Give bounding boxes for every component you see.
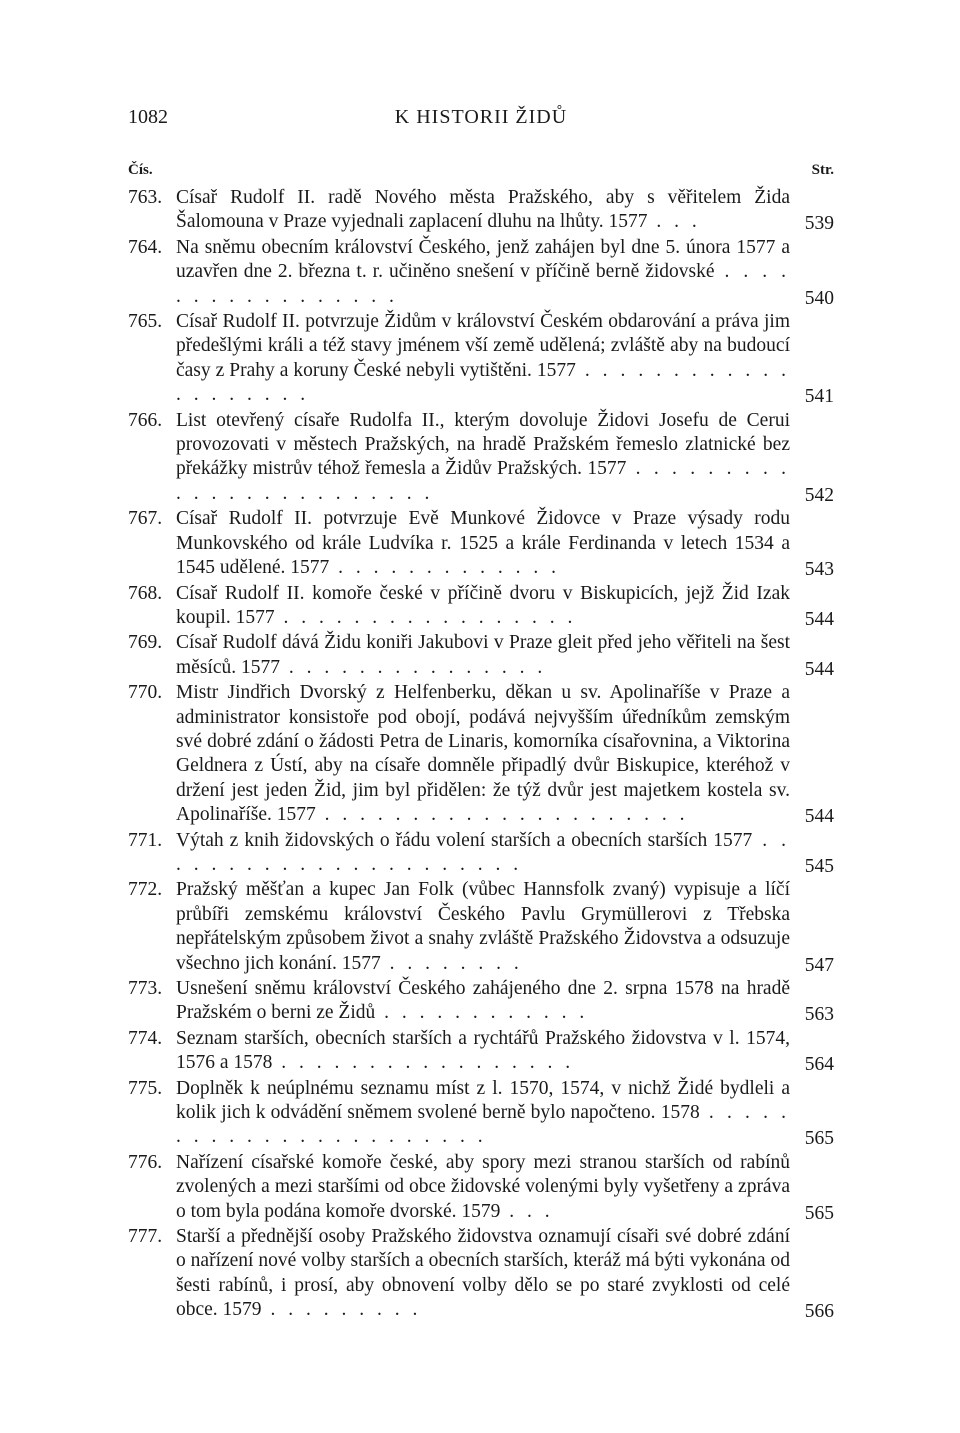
leader-dots: . . . . . . . . . . . . . . . . . xyxy=(274,606,577,628)
entry-number: 770. xyxy=(128,682,163,704)
leader-dots: . . . . . . . . . . . . . . . . . . . . xyxy=(176,359,790,406)
entry-number: 771. xyxy=(128,829,163,851)
entry-text: Seznam starších, obecních starších a rychtářů Pražského židovstva v l. 1574, 1576 a 1578 . . . . . . . . . . . . . . . . . xyxy=(176,1027,790,1074)
entry-text: Císař Rudolf II. komoře české v příčině dvoru v Biskupicích, jejž Žid Izak koupil. 1577 . . . . . . . . . . . . . . . . . xyxy=(176,582,790,628)
entry-page: 566 xyxy=(804,1301,834,1323)
entry-text: Nařízení císařské komoře české, aby spory mezi stranou starších od rabínů zvolených a mezi staršími od obce židovské volenými byly vyšetřeny a zpráva o tom byla podána komoře dvorské. 1579 . . . xyxy=(176,1151,790,1222)
list-item xyxy=(128,310,834,408)
list-item xyxy=(128,1027,834,1076)
leader-dots: . . . . . . . . . . . . . xyxy=(329,557,561,579)
column-headings xyxy=(128,162,834,182)
entry-number: 773. xyxy=(128,978,163,999)
column-heading-number: Čís. xyxy=(128,162,153,178)
leader-dots: . . . . . . . . . . . . . . . . . . . . . . . . xyxy=(176,458,791,504)
entry-number: 766. xyxy=(128,409,163,431)
list-item xyxy=(128,681,834,827)
entry-text: Císař Rudolf II. potvrzuje Židům v království Českém obdarování a práva jim předešlými králi a též stavy jménem vší země udělená; zvláště aby na budoucí časy z Prahy a koruny České nebyli vytištěni. 1577 . . . . . . . . . . . . . . . . . . . . xyxy=(176,311,790,406)
list-item xyxy=(128,1225,834,1323)
entry-number: 765. xyxy=(128,311,163,333)
entry-page: 565 xyxy=(804,1202,834,1224)
entry-page: 563 xyxy=(804,1004,834,1026)
list-item xyxy=(128,409,834,507)
entry-page: 542 xyxy=(804,484,834,506)
entry-page: 540 xyxy=(804,287,834,309)
entry-number: 774. xyxy=(128,1027,163,1049)
entry-page: 564 xyxy=(804,1054,834,1076)
list-item xyxy=(128,236,834,309)
entry-page: 544 xyxy=(804,608,834,630)
entry-text: Pražský měšťan a kupec Jan Folk (vůbec Hannsfolk zvaný) vypisuje a líčí průbíři zemskému království Českého Pavlu Grymüllerovi z Třebska nepřátelským způsobem život a snahy zvláště Pražského Židovstva a odsuzuje všechno jich konání. 1577 . . . . . . . . xyxy=(176,879,790,974)
entry-page: 543 xyxy=(804,559,834,581)
entry-text: Starší a přednější osoby Pražského židovstva oznamují císaři své dobré zdání o nařízení nové volby starších a obecních starších, kteráž má býti vykonána od šesti rabínů, i prosí, aby obnovení volby dělo se po staré zvyklosti od celé obce. 1579 . . . . . . . . . xyxy=(176,1226,790,1321)
entry-page: 541 xyxy=(804,386,834,408)
leader-dots: . . . xyxy=(500,1200,554,1222)
list-item xyxy=(128,878,834,976)
leader-dots: . . . . . . . . . . . . . . . . . . . . . . xyxy=(176,829,791,875)
leader-dots: . . . . . . . . . . . . . . . . . . . . . . . xyxy=(176,1102,790,1148)
list-item xyxy=(128,1151,834,1224)
entry-text: Mistr Jindřich Dvorský z Helfenberku, děkan u sv. Apolinaříše v Praze a administrator konsistoře pod obojí, podává nejvyšším úředníkům zemským své dobré zdání o žádosti Petra de Linaris, komorníka císařovnina, a Viktorina Geldnera z Ústí, aby na císaře domněle připadlý dvůr Biskupice, kteréhož v držení jest jeden Žid, jim byl přidělen: že týž dvůr jest majetkem kostela sv. Apolinaříše. 1577 . . . . . . . . . . . . . . . . . . . . . xyxy=(176,682,790,826)
entry-text: Na sněmu obecním království Českého, jenž zahájen byl dne 5. února 1577 a uzavřen dne 2. března t. r. učiněno snešení v příčině berně židovské . . . . . . . . . . . . . . . . . xyxy=(176,236,790,307)
entry-text: Výtah z knih židovských o řádu volení starších a obecních starších 1577 . . . . . . . . . . . . . . . . . . . . . . xyxy=(176,829,791,875)
table-of-contents xyxy=(128,186,834,1324)
entry-text: Usnešení sněmu království Českého zahájeného dne 2. srpna 1578 na hradě Pražském o berni ze Židů . . . . . . . . . . . . xyxy=(176,978,790,1024)
entry-page: 544 xyxy=(804,658,834,680)
entry-page: 547 xyxy=(804,954,834,976)
entry-page: 539 xyxy=(804,213,834,235)
entry-number: 777. xyxy=(128,1226,163,1248)
entry-number: 776. xyxy=(128,1151,163,1173)
entry-number: 769. xyxy=(128,632,163,654)
leader-dots: . . . . . . . . . . . . . . . . . xyxy=(272,1052,575,1074)
leader-dots: . . . . . . . . . . . . xyxy=(375,1002,589,1024)
page-number: 1082 xyxy=(128,106,168,128)
list-item xyxy=(128,1077,834,1150)
entry-text: Císař Rudolf dává Židu koniři Jakubovi v Praze gleit před jeho věřiteli na šest měsíců. 1577 . . . . . . . . . . . . . . . xyxy=(176,632,790,678)
list-item xyxy=(128,186,834,235)
entry-number: 763. xyxy=(128,187,163,208)
entry-number: 767. xyxy=(128,508,163,530)
entry-text: Císař Rudolf II. radě Nového města Pražského, aby s věřitelem Žida Šalomouna v Praze vyjednali zaplacení dluhu na lhůty. 1577 . . . xyxy=(176,187,790,233)
leader-dots: . . . . . . . . xyxy=(380,952,523,974)
entry-number: 775. xyxy=(128,1077,163,1099)
leader-dots: . . . . . . . . . . . . . . . xyxy=(279,656,547,678)
entry-page: 544 xyxy=(804,806,834,828)
entry-text: List otevřený císaře Rudolfa II., kterým dovoluje Židovi Josefu de Cerui provozovati v městech Pražských, na hradě Pražském řemeslo zlatnické bez překážky mistrův téhož řemesla a Židův Pražských. 1577 . . . . . . . . . . . . . . . . . . . . . . . . xyxy=(176,409,791,504)
entry-text: Císař Rudolf II. potvrzuje Evě Munkové Židovce v Praze výsady rodu Munkovského od krále Ludvíka r. 1525 a krále Ferdinanda v letech 1534 a 1545 udělené. 1577 . . . . . . . . . . . . . xyxy=(176,508,790,579)
column-heading-page: Str. xyxy=(811,162,834,178)
list-item xyxy=(128,631,834,680)
leader-dots: . . . . . . . . . . . . . . . . . . . . . xyxy=(315,804,689,826)
entry-text: Doplněk k neúplnému seznamu míst z l. 1570, 1574, v nichž Židé bydleli a kolik jich k odvádění sněmem svolené berně bylo napočteno. 1578 . . . . . . . . . . . . . . . . . . . . . . . xyxy=(176,1077,790,1148)
leader-dots: . . . . . . . . . xyxy=(261,1299,422,1321)
running-title: K HISTORII ŽIDŮ xyxy=(394,106,568,128)
leader-dots: . . . . . . . . . . . . . . . . . xyxy=(176,261,790,307)
list-item xyxy=(128,977,834,1026)
entry-number: 768. xyxy=(128,582,163,604)
list-item xyxy=(128,507,834,580)
entry-number: 764. xyxy=(128,236,163,258)
list-item xyxy=(128,582,834,631)
list-item xyxy=(128,829,834,878)
entry-page: 545 xyxy=(804,855,834,877)
leader-dots: . . . xyxy=(647,211,701,233)
page-header xyxy=(128,106,834,132)
entry-number: 772. xyxy=(128,879,163,901)
entry-page: 565 xyxy=(804,1128,834,1150)
